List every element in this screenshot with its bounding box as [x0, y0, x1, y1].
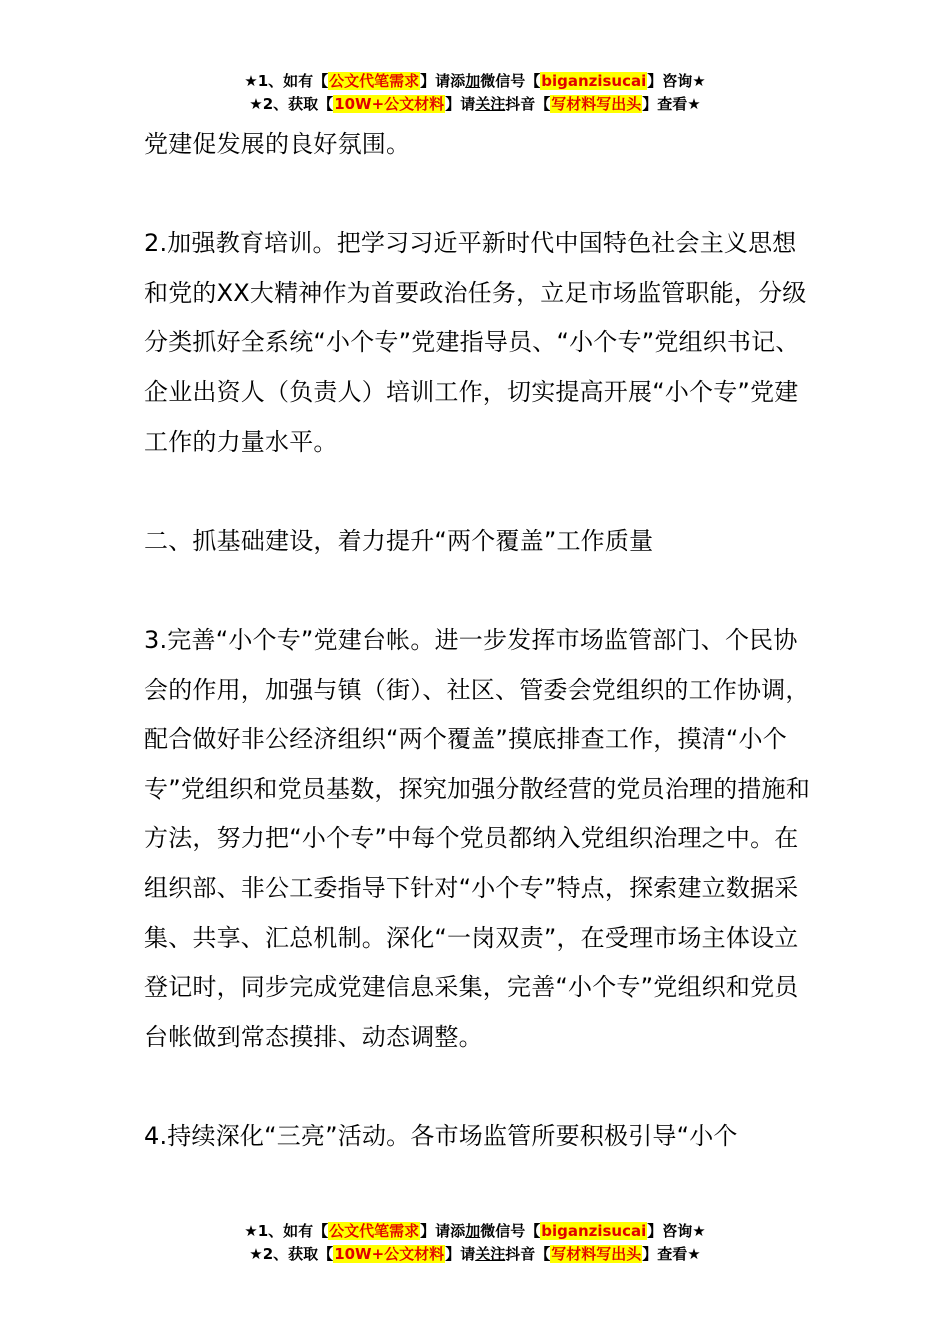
emphasis-text: 加	[465, 1222, 481, 1240]
footer-banner	[0, 1220, 950, 1266]
paragraph: 3.完善“小个专”党建台帐。进一步发挥市场监管部门、个民协会的作用，加强与镇（街）、社区、管委会党组织的工作协调，配合做好非公经济组织“两个覆盖”摸底排查工作，摸清“小个专”党组织和党员基数，探究加强分散经营的党员治理的措施和方法，努力把“小个专”中每个党员都纳入党组织治理之中。在组织部、非公工委指导下针对“小个专”特点，探索建立数据采集、共享、汇总机制。深化“一岗双责”，在受理市场主体设立登记时，同步完成党建信息采集，完善“小个专”党组织和党员台帐做到常态摸排、动态调整。	[144, 625, 811, 1051]
highlight-douyin: 写材料写出头	[551, 1245, 642, 1263]
emphasis-text: 加	[465, 72, 481, 90]
banner-text: 】请	[445, 95, 476, 113]
banner-line-1	[0, 70, 950, 93]
highlight-douyin: 写材料写出头	[551, 95, 642, 113]
banner-text: 】咨询★	[647, 72, 706, 90]
emphasis-text: 关注	[475, 95, 506, 113]
banner-text: ★1、如有【	[244, 1222, 329, 1240]
highlight-materials: 10W+公文材料	[334, 95, 445, 113]
highlight-wechat-id: biganzisucai	[541, 72, 647, 90]
section-heading: 二、抓基础建设，着力提升“两个覆盖”工作质量	[144, 526, 654, 555]
banner-text: ★2、获取【	[249, 95, 334, 113]
highlight-wechat-id: biganzisucai	[541, 1222, 647, 1240]
banner-text: ★2、获取【	[249, 1245, 334, 1263]
paragraph: 4.持续深化“三亮”活动。各市场监管所要积极引导“小个	[144, 1121, 738, 1150]
header-banner	[0, 70, 950, 116]
paragraph-gap	[144, 566, 816, 616]
banner-text: 】请添	[420, 1222, 466, 1240]
paragraph-gap	[144, 1062, 816, 1112]
banner-text: 】查看★	[642, 95, 701, 113]
emphasis-text: 关注	[475, 1245, 506, 1263]
banner-text: 】请	[445, 1245, 476, 1263]
banner-line-1	[0, 1220, 950, 1243]
highlight-materials: 10W+公文材料	[334, 1245, 445, 1263]
banner-text: 微信号【	[480, 1222, 541, 1240]
banner-text: 微信号【	[480, 72, 541, 90]
banner-text: ★1、如有【	[244, 72, 329, 90]
paragraph-gap	[144, 467, 816, 517]
highlight-service: 公文代笔需求	[329, 1222, 420, 1240]
paragraph-gap	[144, 170, 816, 220]
paragraph: 2.加强教育培训。把学习习近平新时代中国特色社会主义思想和党的XX大精神作为首要政治任务，立足市场监管职能，分级分类抓好全系统“小个专”党建指导员、“小个专”党组织书记、企业出资人（负责人）培训工作，切实提高开展“小个专”党建工作的力量水平。	[144, 229, 807, 456]
banner-text: 】请添	[420, 72, 466, 90]
paragraph: 党建促发展的良好氛围。	[144, 130, 411, 158]
banner-text: 抖音【	[505, 95, 551, 113]
banner-line-2	[0, 93, 950, 116]
highlight-service: 公文代笔需求	[329, 72, 420, 90]
banner-line-2	[0, 1243, 950, 1266]
document-body	[144, 120, 816, 1161]
banner-text: 】咨询★	[647, 1222, 706, 1240]
banner-text: 抖音【	[505, 1245, 551, 1263]
banner-text: 】查看★	[642, 1245, 701, 1263]
